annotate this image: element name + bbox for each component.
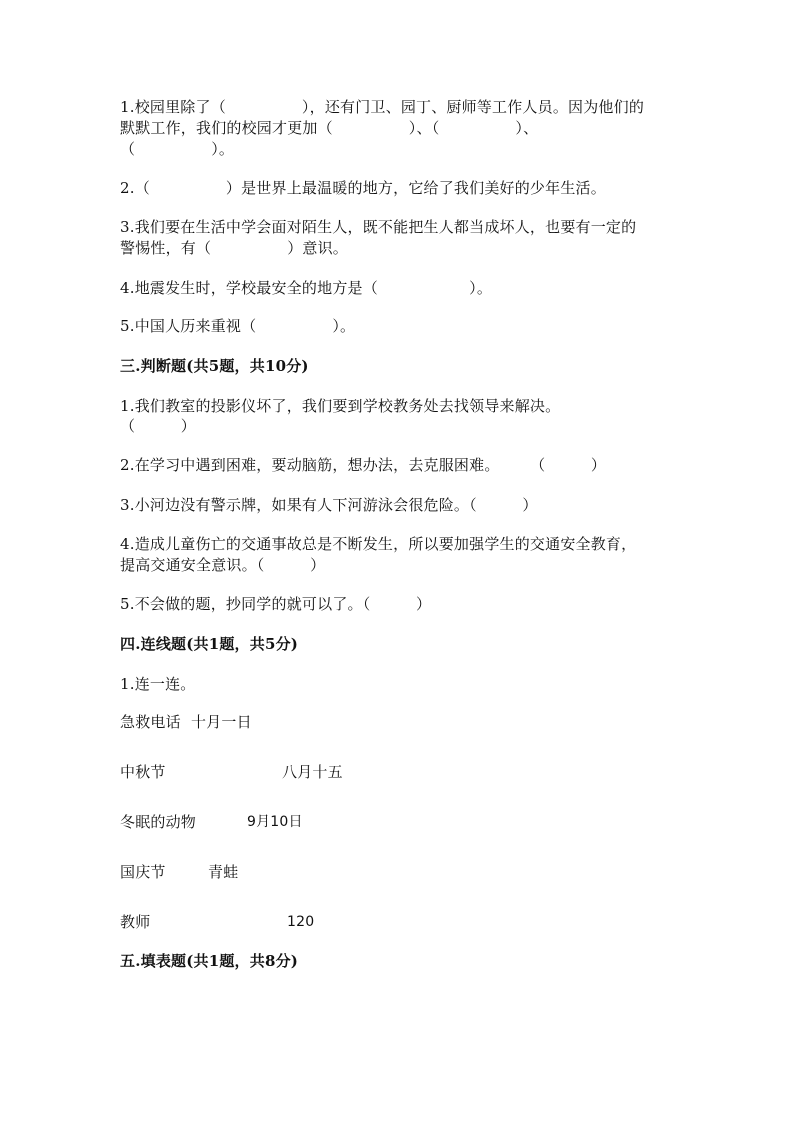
judge-q4-line1: 4.造成儿童伤亡的交通事故总是不断发生，所以要加强学生的交通安全教育， — [120, 535, 637, 553]
judge-q4-line2: 提高交通安全意识。（ ） — [120, 556, 326, 574]
match-left-5: 教师 — [120, 913, 151, 931]
judge-q2-line1: 2.在学习中遇到困难，要动脑筋，想办法，去克服困难。 （ ） — [120, 456, 607, 474]
fill-q1-line3: （ ）。 — [120, 140, 235, 158]
fill-q2-line1: 2.（ ）是世界上最温暖的地方，它给了我们美好的少年生活。 — [120, 179, 606, 197]
judge-q1-line1: 1.我们教室的投影仪坏了，我们要到学校教务处去找领导来解决。 — [120, 397, 561, 415]
judge-q5-line1: 5.不会做的题，抄同学的就可以了。（ ） — [120, 595, 432, 613]
match-left-2: 中秋节 — [120, 763, 166, 781]
fill-q1-line1: 1.校园里除了（ ），还有门卫、园丁、厨师等工作人员。因为他们的 — [120, 98, 645, 116]
fill-q5-line1: 5.中国人历来重视（ ）。 — [120, 317, 356, 335]
match-right-2: 八月十五 — [282, 763, 343, 781]
match-left-4: 国庆节 — [120, 863, 166, 881]
match-right-1: 十月一日 — [191, 713, 252, 731]
match-question: 1.连一连。 — [120, 675, 196, 693]
judge-q1-line2: （ ） — [120, 417, 197, 435]
fill-q3-line1: 3.我们要在生活中学会面对陌生人，既不能把生人都当成坏人，也要有一定的 — [120, 218, 637, 236]
match-left-3: 冬眠的动物 — [120, 813, 197, 831]
section4-heading: 四.连线题(共1题，共5分) — [120, 635, 299, 653]
match-left-1: 急救电话 — [120, 713, 181, 731]
match-right-3: 9月10日 — [247, 814, 303, 830]
fill-q1-line2: 默默工作，我们的校园才更加（ ）、（ ）、 — [120, 119, 539, 137]
match-right-4: 青蛙 — [208, 863, 239, 881]
fill-q3-line2: 警惕性，有（ ）意识。 — [120, 239, 349, 257]
section3-heading: 三.判断题(共5题，共10分) — [120, 357, 309, 375]
judge-q3-line1: 3.小河边没有警示牌，如果有人下河游泳会很危险。（ ） — [120, 496, 538, 514]
fill-q4-line1: 4.地震发生时，学校最安全的地方是（ ）。 — [120, 279, 493, 297]
match-right-5: 120 — [287, 914, 315, 930]
section5-heading: 五.填表题(共1题，共8分) — [120, 952, 299, 970]
